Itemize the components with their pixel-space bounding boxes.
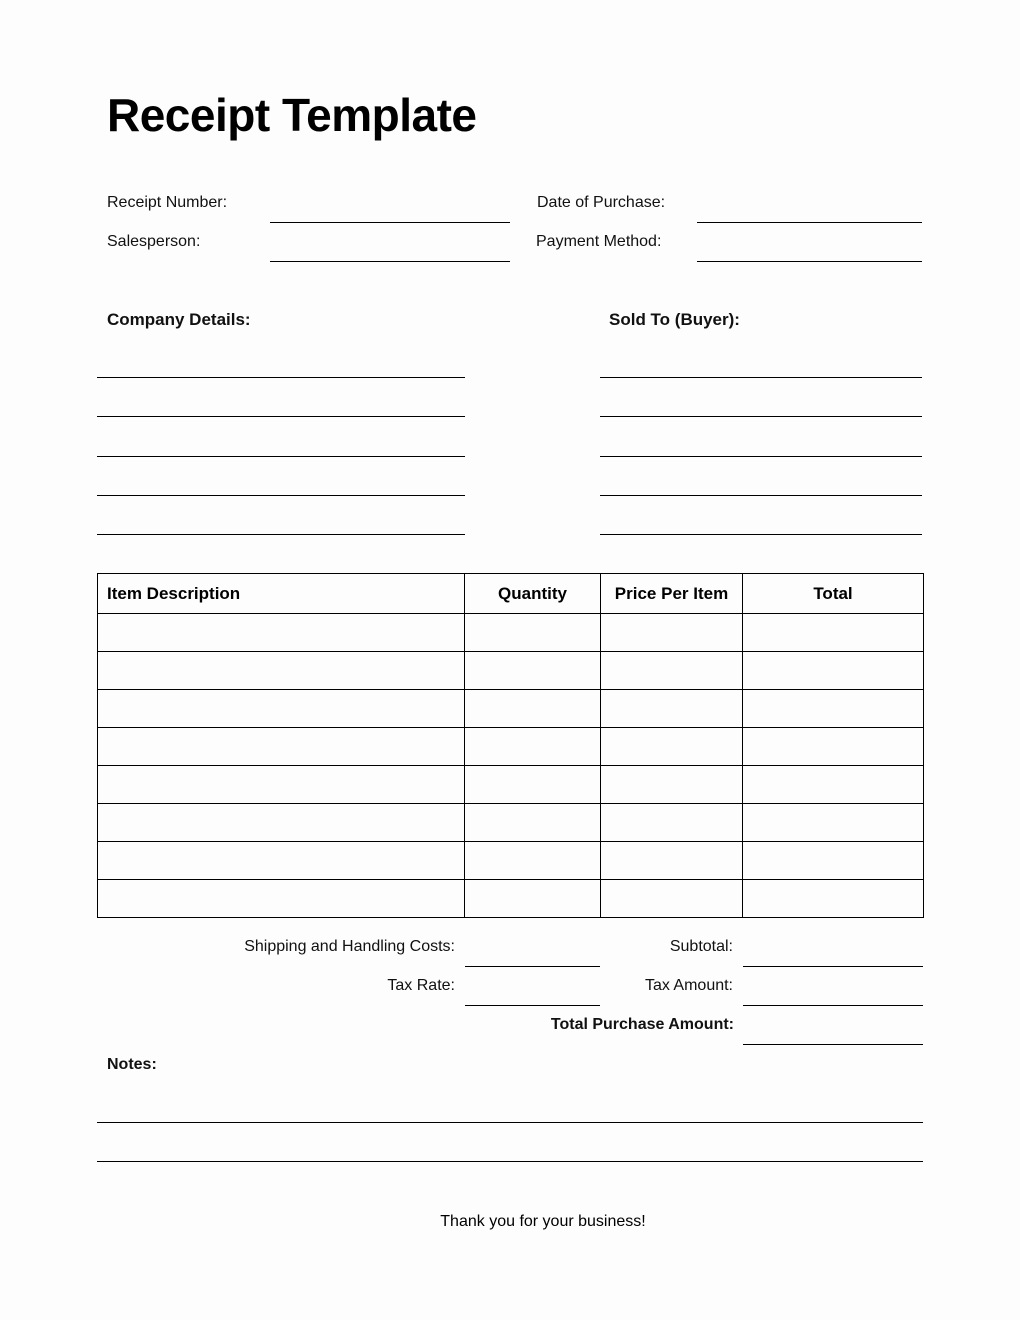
cell-total[interactable]: [743, 842, 924, 880]
shipping-label: Shipping and Handling Costs:: [244, 938, 455, 955]
tax-rate-field[interactable]: [465, 1005, 600, 1006]
cell-price[interactable]: [601, 728, 743, 766]
cell-quantity[interactable]: [465, 728, 601, 766]
tax-amount-label: Tax Amount:: [644, 977, 733, 994]
date-of-purchase-label: Date of Purchase:: [537, 194, 666, 211]
receipt-number-field[interactable]: [270, 222, 510, 223]
cell-total[interactable]: [743, 614, 924, 652]
company-line-4[interactable]: [97, 495, 465, 496]
shipping-field[interactable]: [465, 966, 600, 967]
header-price-per-item: Price Per Item: [601, 574, 743, 614]
company-details-heading: Company Details:: [107, 310, 251, 329]
page-title: Receipt Template: [107, 89, 477, 141]
items-table: [97, 573, 924, 918]
tax-amount-field[interactable]: [743, 1005, 923, 1006]
cell-description[interactable]: [98, 614, 465, 652]
cell-price[interactable]: [601, 690, 743, 728]
header-total: Total: [743, 574, 924, 614]
table-header-row: [98, 574, 924, 614]
table-row: [98, 804, 924, 842]
cell-description[interactable]: [98, 766, 465, 804]
total-purchase-field[interactable]: [743, 1044, 923, 1045]
table-row: [98, 766, 924, 804]
cell-description[interactable]: [98, 842, 465, 880]
footer-message: Thank you for your business!: [440, 1213, 646, 1230]
cell-description[interactable]: [98, 880, 465, 918]
notes-line-2[interactable]: [97, 1161, 923, 1162]
cell-description[interactable]: [98, 804, 465, 842]
date-of-purchase-field[interactable]: [697, 222, 922, 223]
company-line-3[interactable]: [97, 456, 465, 457]
cell-description[interactable]: [98, 652, 465, 690]
cell-quantity[interactable]: [465, 690, 601, 728]
company-line-1[interactable]: [97, 377, 465, 378]
salesperson-field[interactable]: [270, 261, 510, 262]
header-item-description: Item Description: [98, 574, 465, 614]
cell-price[interactable]: [601, 766, 743, 804]
cell-quantity[interactable]: [465, 804, 601, 842]
cell-price[interactable]: [601, 842, 743, 880]
header-quantity: Quantity: [465, 574, 601, 614]
payment-method-label: Payment Method:: [536, 233, 662, 250]
table-row: [98, 880, 924, 918]
cell-total[interactable]: [743, 880, 924, 918]
cell-quantity[interactable]: [465, 652, 601, 690]
cell-price[interactable]: [601, 614, 743, 652]
company-line-2[interactable]: [97, 416, 465, 417]
cell-total[interactable]: [743, 690, 924, 728]
salesperson-label: Salesperson:: [107, 233, 201, 250]
cell-quantity[interactable]: [465, 614, 601, 652]
notes-line-1[interactable]: [97, 1122, 923, 1123]
cell-total[interactable]: [743, 652, 924, 690]
cell-quantity[interactable]: [465, 842, 601, 880]
cell-description[interactable]: [98, 690, 465, 728]
cell-price[interactable]: [601, 880, 743, 918]
receipt-number-label: Receipt Number:: [107, 194, 228, 211]
subtotal-label: Subtotal:: [669, 938, 733, 955]
cell-description[interactable]: [98, 728, 465, 766]
sold-to-heading: Sold To (Buyer):: [609, 310, 740, 329]
buyer-line-5[interactable]: [600, 534, 922, 535]
cell-total[interactable]: [743, 728, 924, 766]
cell-price[interactable]: [601, 652, 743, 690]
table-row: [98, 614, 924, 652]
table-row: [98, 652, 924, 690]
cell-quantity[interactable]: [465, 766, 601, 804]
cell-total[interactable]: [743, 804, 924, 842]
payment-method-field[interactable]: [697, 261, 922, 262]
total-purchase-label: Total Purchase Amount:: [550, 1016, 734, 1033]
notes-heading: Notes:: [107, 1056, 157, 1073]
buyer-line-2[interactable]: [600, 416, 922, 417]
tax-rate-label: Tax Rate:: [387, 977, 455, 994]
subtotal-field[interactable]: [743, 966, 923, 967]
table-row: [98, 842, 924, 880]
cell-price[interactable]: [601, 804, 743, 842]
cell-total[interactable]: [743, 766, 924, 804]
table-row: [98, 728, 924, 766]
buyer-line-1[interactable]: [600, 377, 922, 378]
buyer-line-4[interactable]: [600, 495, 922, 496]
table-row: [98, 690, 924, 728]
cell-quantity[interactable]: [465, 880, 601, 918]
buyer-line-3[interactable]: [600, 456, 922, 457]
company-line-5[interactable]: [97, 534, 465, 535]
